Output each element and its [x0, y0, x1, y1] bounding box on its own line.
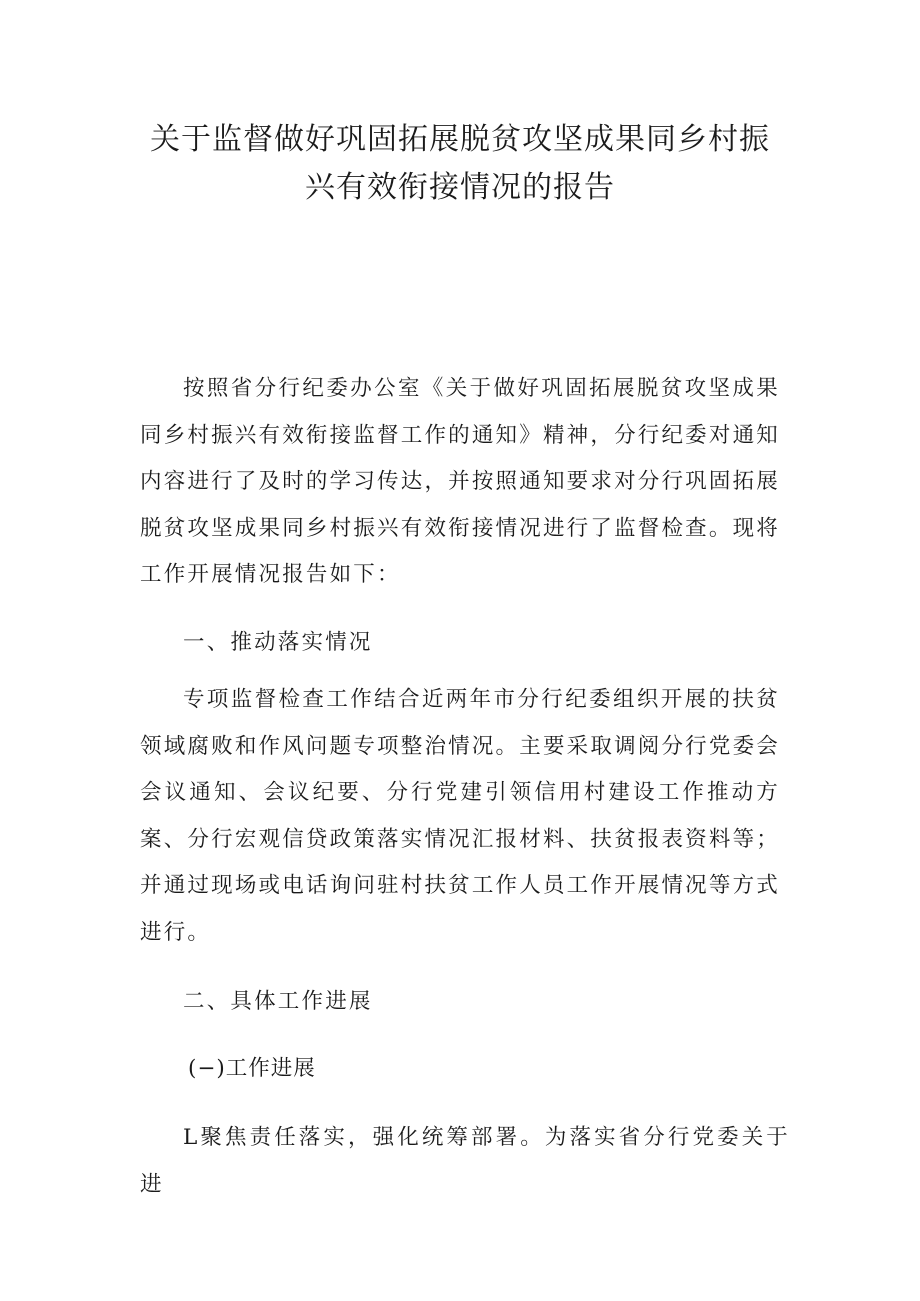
document-title: 关于监督做好巩固拓展脱贫攻坚成果同乡村振兴有效衔接情况的报告 [150, 122, 770, 205]
intro-paragraph: 按照省分行纪委办公室《关于做好巩固拓展脱贫攻坚成果同乡村振兴有效衔接监督工作的通知》精神，分行纪委对通知内容进行了及时的学习传达，并按照通知要求对分行巩固拓展脱贫攻坚成果同乡村振兴有效衔接情况进行了监督检查。现将工作开展情况报告如下： [140, 376, 780, 587]
section-one-paragraph: 专项监督检查工作结合近两年市分行纪委组织开展的扶贫领域腐败和作风问题专项整治情况。主要采取调阅分行党委会会议通知、会议纪要、分行党建引领信用村建设工作推动方案、分行宏观信贷政策落实情况汇报材料、扶贫报表资料等；并通过现场或电话询问驻村扶贫工作人员工作开展情况等方式进行。 [140, 687, 780, 945]
section-one-heading: 一、推动落实情况 [183, 630, 373, 655]
section-two-first-paragraph: L聚焦责任落实，强化统筹部署。为落实省分行党委关于进 [140, 1125, 790, 1197]
section-two-sub-heading: (−)工作进展 [188, 1056, 316, 1081]
section-two-heading: 二、具体工作进展 [183, 989, 373, 1014]
